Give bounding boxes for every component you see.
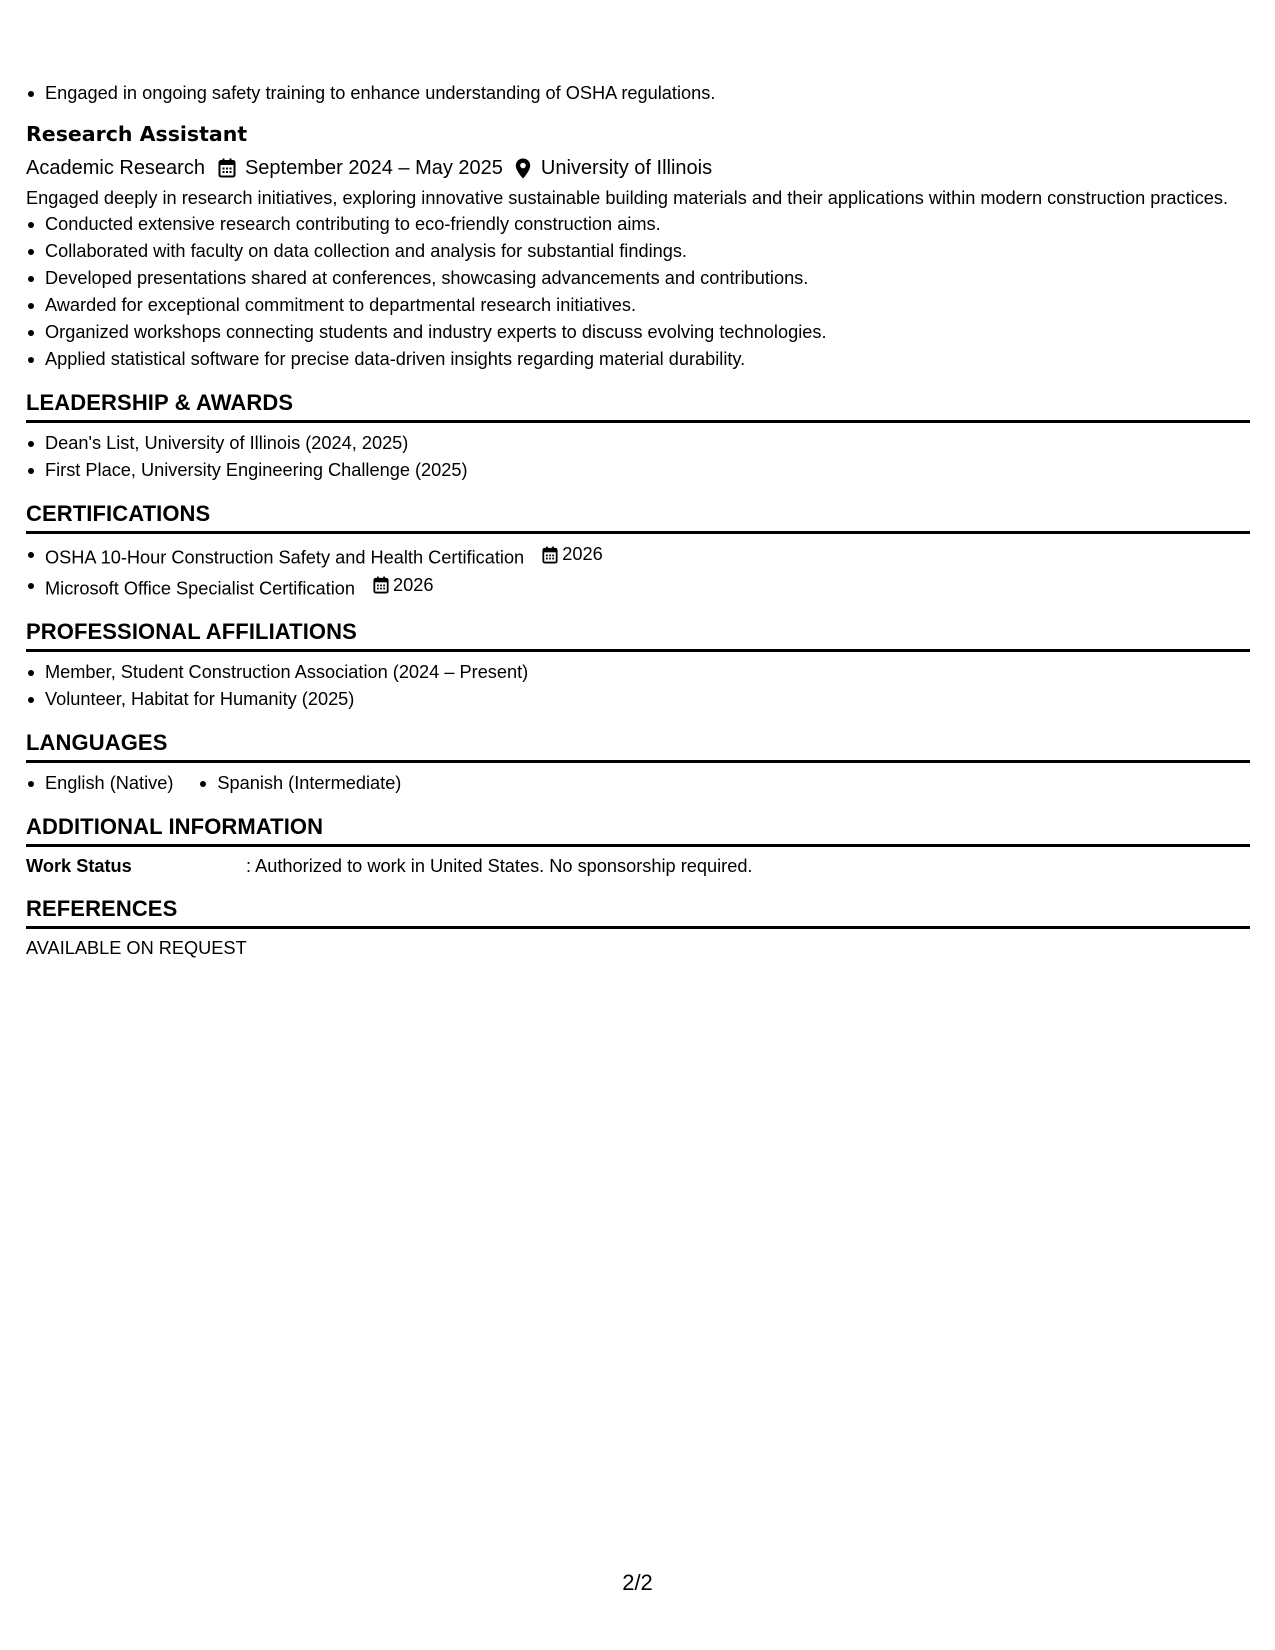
section-heading: CERTIFICATIONS <box>26 500 1250 534</box>
job-organization: Academic Research <box>26 157 205 179</box>
list-item: English (Native) <box>26 770 173 797</box>
certifications-section <box>26 500 1250 602</box>
certification-name: OSHA 10-Hour Construction Safety and Health Certification <box>45 547 525 568</box>
affiliations-section <box>26 618 1250 713</box>
calendar-icon <box>217 157 237 179</box>
job-description: Engaged deeply in research initiatives, exploring innovative sustainable building materials and their applications within modern construction practices. <box>26 188 1229 208</box>
certification-date <box>372 572 433 599</box>
section-heading: ADDITIONAL INFORMATION <box>26 813 1250 847</box>
list-item: Applied statistical software for precise data-driven insights regarding material durability. <box>26 346 1250 373</box>
experience-entry <box>26 121 1250 373</box>
list-item: Spanish (Intermediate) <box>198 770 401 797</box>
certifications-list <box>26 541 1250 602</box>
list-item: Conducted extensive research contributing to eco-friendly construction aims. <box>26 211 1250 238</box>
job-dates: September 2024 – May 2025 <box>244 157 503 179</box>
languages-list <box>26 770 1250 797</box>
certification-name: Microsoft Office Specialist Certification <box>45 578 355 598</box>
section-heading: PROFESSIONAL AFFILIATIONS <box>26 618 1250 652</box>
certification-year: 2026 <box>562 544 603 564</box>
list-item: Engaged in ongoing safety training to enhance understanding of OSHA regulations. <box>26 80 1250 107</box>
calendar-icon <box>541 545 559 565</box>
job-location: University of Illinois <box>540 157 713 179</box>
list-item: Organized workshops connecting students and industry experts to discuss evolving technologies. <box>26 319 1250 346</box>
list-item: Awarded for exceptional commitment to departmental research initiatives. <box>26 292 1250 319</box>
work-status-row <box>26 854 1250 879</box>
list-item: Dean's List, University of Illinois (2024, 2025) <box>26 430 1250 457</box>
map-pin-icon <box>513 157 533 179</box>
list-item: Volunteer, Habitat for Humanity (2025) <box>26 686 1250 713</box>
list-item: Developed presentations shared at conferences, showcasing advancements and contributions. <box>26 265 1250 292</box>
additional-info-section <box>26 813 1250 879</box>
job-meta <box>26 154 1250 182</box>
languages-section <box>26 729 1250 797</box>
section-heading: LANGUAGES <box>26 729 1250 763</box>
calendar-icon <box>372 575 390 595</box>
work-status-value: : Authorized to work in United States. No sponsorship required. <box>246 856 753 876</box>
work-status-label: Work Status <box>26 856 132 876</box>
leadership-section <box>26 389 1250 484</box>
list-item: Member, Student Construction Association (2024 – Present) <box>26 659 1250 686</box>
section-heading: REFERENCES <box>26 895 1250 929</box>
job-bullets <box>26 211 1250 373</box>
references-section <box>26 895 1250 961</box>
certification-year: 2026 <box>393 574 434 595</box>
certification-date <box>541 541 602 568</box>
affiliations-list <box>26 659 1250 713</box>
previous-job-bullets <box>26 80 1250 107</box>
references-text: AVAILABLE ON REQUEST <box>26 938 247 958</box>
job-title: Research Assistant <box>26 122 248 146</box>
list-item <box>26 572 1250 603</box>
leadership-list <box>26 430 1250 484</box>
list-item: Collaborated with faculty on data collection and analysis for substantial findings. <box>26 238 1250 265</box>
list-item: First Place, University Engineering Challenge (2025) <box>26 457 1250 484</box>
list-item <box>26 541 1250 572</box>
section-heading: LEADERSHIP & AWARDS <box>26 389 1250 423</box>
resume-page <box>26 80 1250 961</box>
page-number: 2/2 <box>622 1570 653 1595</box>
